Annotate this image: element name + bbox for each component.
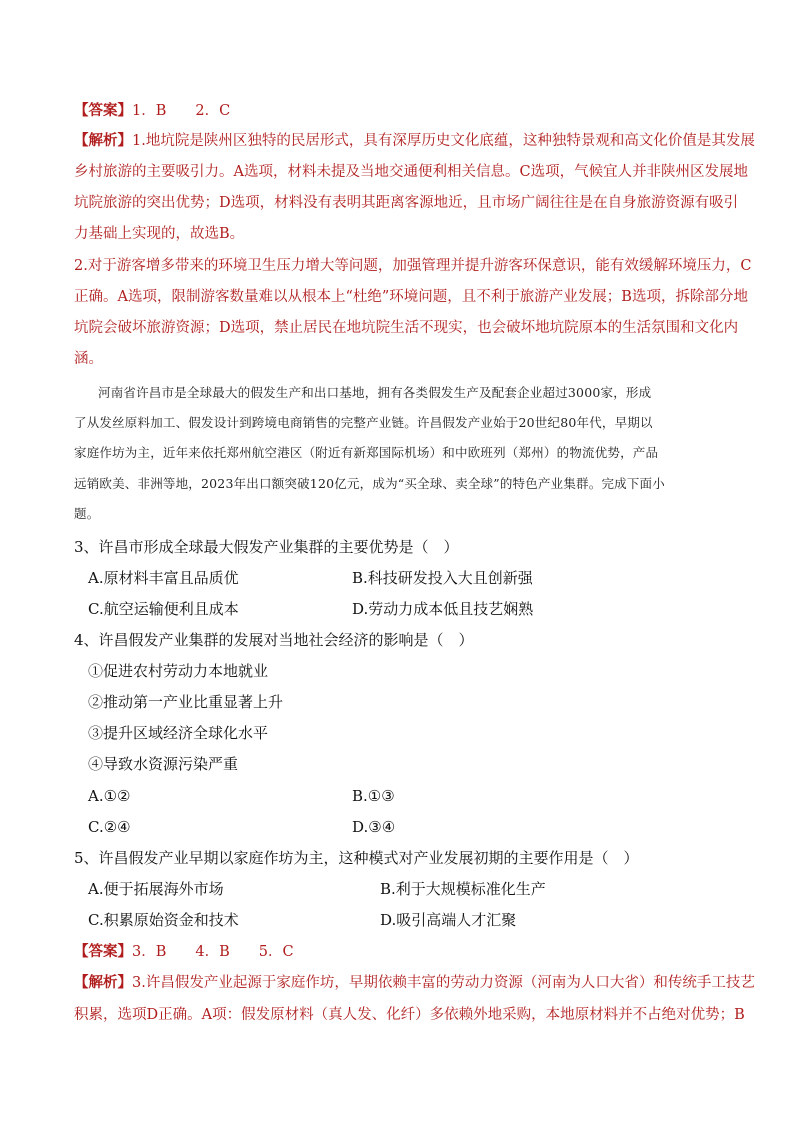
answer-tag: 【答案】	[74, 943, 132, 960]
q4-item-3: ③提升区域经济全球化水平	[88, 724, 269, 742]
question-5-stem: 5、许昌假发产业早期以家庭作坊为主，这种模式对产业发展初期的主要作用是（ ）	[74, 849, 639, 867]
q5-option-b: B.利于大规模标准化生产	[380, 880, 546, 898]
passage-line: 河南省许昌市是全球最大的假发生产和出口基地，拥有各类假发生产及配套企业超过3000家，形成	[98, 385, 652, 400]
q3-option-b: B.科技研发投入大且创新强	[352, 569, 533, 587]
analysis-line: 坑院会破坏旅游资源；D选项，禁止居民在地坑院生活不现实，也会破坏地坑院原本的生活氛围和文化内	[74, 320, 739, 336]
question-3-stem: 3、许昌市形成全球最大假发产业集群的主要优势是（ ）	[74, 538, 459, 556]
q3-option-d: D.劳动力成本低且技艺娴熟	[352, 600, 534, 618]
analysis-line: 2.对于游客增多带来的环境卫生压力增大等问题，加强管理并提升游客环保意识，能有效缓解环境压力，C	[74, 258, 752, 274]
q3-option-c: C.航空运输便利且成本	[88, 600, 239, 618]
analysis-line: 积累，选项D正确。A项：假发原材料（真人发、化纤）多依赖外地采购，本地原材料并不占绝对优势；B	[74, 1007, 745, 1023]
q4-option-d: D.③④	[352, 818, 396, 836]
q5-option-c: C.积累原始资金和技术	[88, 911, 239, 929]
q4-option-b: B.①③	[352, 787, 395, 805]
answer-line-1	[74, 101, 230, 121]
answer-text: 1．B 2．C	[132, 103, 231, 119]
analysis-line	[74, 131, 755, 151]
analysis-line: 乡村旅游的主要吸引力。A选项，材料未提及当地交通便利相关信息。C选项，气候宜人并非陕州区发展地	[74, 164, 749, 180]
q4-option-c: C.②④	[88, 818, 131, 836]
passage-line: 了从发丝原料加工、假发设计到跨境电商销售的完整产业链。许昌假发产业始于20世纪80年代，早期以	[74, 415, 653, 430]
passage-line: 家庭作坊为主，近年来依托郑州航空港区（附近有新郑国际机场）和中欧班列（郑州）的物流优势，产品	[74, 445, 659, 460]
passage-line: 远销欧美、非洲等地，2023年出口额突破120亿元，成为“买全球、卖全球”的特色产业集群。完成下面小	[74, 476, 665, 491]
analysis-line: 涵。	[74, 351, 103, 367]
analysis-line	[74, 973, 755, 993]
analysis-tag: 【解析】	[74, 132, 132, 149]
q5-option-d: D.吸引高端人才汇聚	[380, 911, 517, 929]
answer-tag: 【答案】	[74, 102, 132, 119]
analysis-line: 力基础上实现的，故选B。	[74, 226, 245, 242]
answer-line-2	[74, 942, 294, 962]
q3-option-a: A.原材料丰富且品质优	[88, 569, 239, 587]
answer-text: 3．B 4．B 5．C	[132, 944, 294, 960]
analysis-text: 3.许昌假发产业起源于家庭作坊，早期依赖丰富的劳动力资源（河南为人口大省）和传统手工技艺	[132, 975, 755, 991]
analysis-tag: 【解析】	[74, 974, 132, 991]
analysis-line: 正确。A选项，限制游客数量难以从根本上“杜绝”环境问题，且不利于旅游产业发展；B选项，拆除部分地	[74, 289, 748, 305]
passage-line: 题。	[74, 506, 100, 521]
analysis-text: 1.地坑院是陕州区独特的民居形式，具有深厚历史文化底蕴，这种独特景观和高文化价值是其发展	[132, 133, 755, 149]
q4-item-2: ②推动第一产业比重显著上升	[88, 693, 284, 711]
question-4-stem: 4、许昌假发产业集群的发展对当地社会经济的影响是（ ）	[74, 631, 474, 649]
analysis-line: 坑院旅游的突出优势；D选项，材料没有表明其距离客源地近，且市场广阔往往是在自身旅游资源有吸引	[74, 195, 739, 211]
q4-item-4: ④导致水资源污染严重	[88, 755, 239, 773]
q4-option-a: A.①②	[88, 787, 131, 805]
q5-option-a: A.便于拓展海外市场	[88, 880, 224, 898]
q4-item-1: ①促进农村劳动力本地就业	[88, 662, 269, 680]
